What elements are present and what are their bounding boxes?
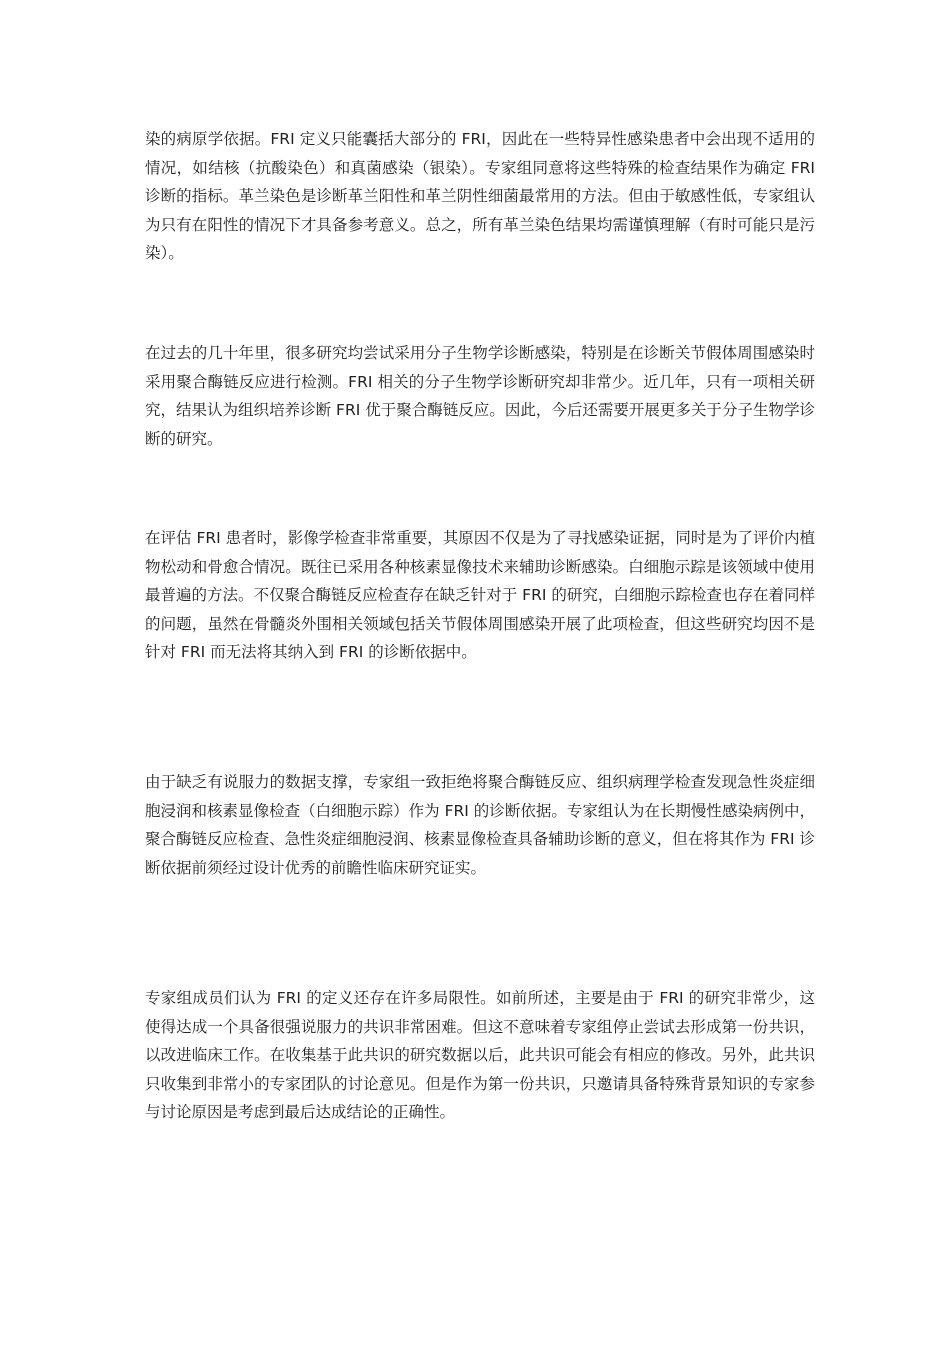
paragraph-gram-stain: 染的病原学依据。FRI 定义只能囊括大部分的 FRI，因此在一些特异性感染患者中会出现不适用的情况，如结核（抗酸染色）和真菌感染（银染）。专家组同意将这些特殊的检查结果作为确定 FRI 诊断的指标。革兰染色是诊断革兰阳性和革兰阴性细菌最常用的方法。但由于敏感性低，专家组认为只有在阳性的情况下才具备参考意义。总之，所有革兰染色结果均需谨慎理解（有时可能只是污染）。 — [145, 130, 815, 262]
paragraph-imaging: 在评估 FRI 患者时，影像学检查非常重要，其原因不仅是为了寻找感染证据，同时是为了评价内植物松动和骨愈合情况。既往已采用各种核素显像技术来辅助诊断感染。白细胞示踪是该领域中使用最普遍的方法。不仅聚合酶链反应检查存在缺乏针对于 FRI 的研究，白细胞示踪检查也存在着同样的问题，虽然在骨髓炎外围相关领域包括关节假体周围感染开展了此项检查，但这些研究均因不是针对 FRI 而无法将其纳入到 FRI 的诊断依据中。 — [145, 529, 815, 661]
paragraph-rejected-criteria: 由于缺乏有说服力的数据支撑，专家组一致拒绝将聚合酶链反应、组织病理学检查发现急性炎症细胞浸润和核素显像检查（白细胞示踪）作为 FRI 的诊断依据。专家组认为在长期慢性感染病例中，聚合酶链反应检查、急性炎症细胞浸润、核素显像检查具备辅助诊断的意义，但在将其作为 FRI 诊断依据前须经过设计优秀的前瞻性临床研究证实。 — [145, 773, 815, 877]
paragraph-molecular-diagnosis: 在过去的几十年里，很多研究均尝试采用分子生物学诊断感染，特别是在诊断关节假体周围感染时采用聚合酶链反应进行检测。FRI 相关的分子生物学诊断研究却非常少。近几年，只有一项相关研究，结果认为组织培养诊断 FRI 优于聚合酶链反应。因此，今后还需要开展更多关于分子生物学诊断的研究。 — [145, 344, 815, 448]
paragraph-limitations: 专家组成员们认为 FRI 的定义还存在许多局限性。如前所述，主要是由于 FRI 的研究非常少，这使得达成一个具备很强说服力的共识非常困难。但这不意味着专家组停止尝试去形成第一份共识，以改进临床工作。在收集基于此共识的研究数据以后，此共识可能会有相应的修改。另外，此共识只收集到非常小的专家团队的讨论意见。但是作为第一份共识，只邀请具备特殊背景知识的专家参与讨论原因是考虑到最后达成结论的正确性。 — [145, 989, 815, 1121]
